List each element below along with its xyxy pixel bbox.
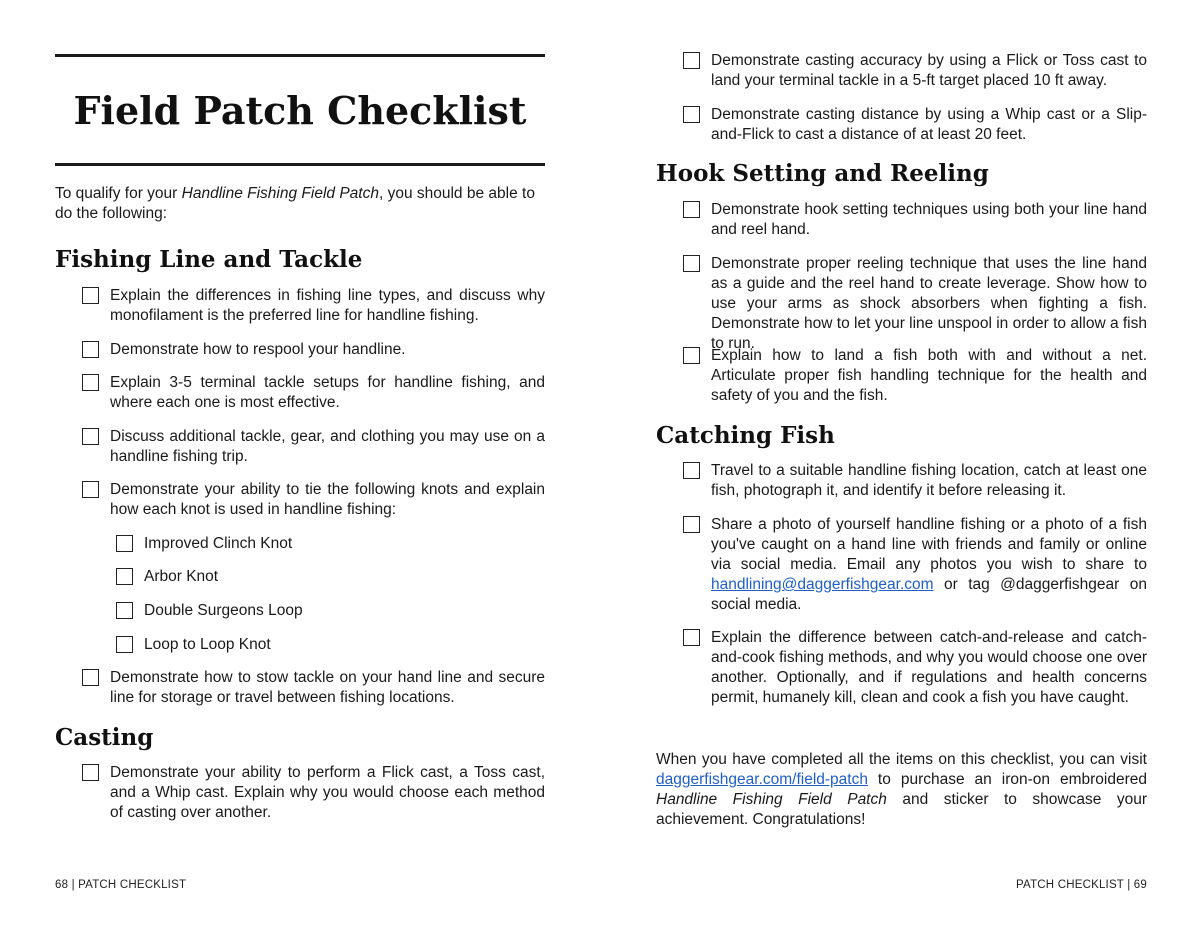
checkbox[interactable] (116, 602, 133, 619)
knot-subitem-text: Arbor Knot (144, 568, 219, 585)
checkbox[interactable] (116, 568, 133, 585)
knot-subitem-text: Loop to Loop Knot (144, 636, 271, 653)
section-heading-hook-setting: Hook Setting and Reeling (656, 160, 989, 187)
checkbox[interactable] (683, 201, 700, 218)
knot-subitem (116, 567, 545, 587)
checklist-item (82, 340, 545, 360)
section-heading-catching-fish: Catching Fish (656, 422, 835, 449)
knot-subitem (116, 635, 545, 655)
checklist-item (82, 480, 545, 520)
title-top-rule (55, 54, 545, 57)
left-page (55, 0, 545, 927)
checklist-item (82, 286, 545, 326)
checkbox[interactable] (683, 255, 700, 272)
title-bottom-rule (55, 163, 545, 166)
closing-paragraph: When you have completed all the items on this checklist, you can visit daggerfishgear.com/field-patch to purchase an iron-on embroidered Handline Fishing Field Patch and sticker to showcase your achievement. Congratulations! (656, 751, 1147, 828)
checkbox[interactable] (82, 764, 99, 781)
checkbox[interactable] (82, 341, 99, 358)
checklist-item-text: Demonstrate casting accuracy by using a Flick or Toss cast to land your terminal tackle in a 5-ft target placed 10 ft away. (711, 52, 1147, 89)
checklist-item-text: Demonstrate proper reeling technique that uses the line hand as a guide and the reel hand to create leverage. Show how to use your arms as shock absorbers when fighting a fish. Demonstrate how to let your line unspool in order to allow a fish to run. (711, 255, 1147, 352)
knot-subitem (116, 534, 545, 554)
checklist-item-text: Discuss additional tackle, gear, and clothing you may use on a handline fishing trip. (110, 428, 545, 465)
checklist-item-text: Explain how to land a fish both with and without a net. Articulate proper fish handling technique for the health and safety of you and the fish. (711, 347, 1147, 404)
checklist-item (683, 254, 1147, 354)
checkbox[interactable] (116, 535, 133, 552)
checklist-item-text: Demonstrate hook setting techniques using both your line hand and reel hand. (711, 201, 1147, 238)
right-page (656, 0, 1147, 927)
checklist-item-text: Demonstrate your ability to perform a Flick cast, a Toss cast, and a Whip cast. Explain why you would choose each method of casting over another. (110, 764, 545, 821)
knot-subitem-text: Double Surgeons Loop (144, 602, 303, 619)
knot-subitem-text: Improved Clinch Knot (144, 535, 293, 552)
checklist-item-text: Travel to a suitable handline fishing location, catch at least one fish, photograph it, and identify it before releasing it. (711, 462, 1147, 499)
checkbox[interactable] (82, 428, 99, 445)
checklist-item-text: Demonstrate your ability to tie the following knots and explain how each knot is used in handline fishing: (110, 481, 545, 518)
checkbox[interactable] (82, 669, 99, 686)
checklist-item-text: Demonstrate how to stow tackle on your hand line and secure line for storage or travel between fishing locations. (110, 669, 545, 706)
checklist-item-text: Demonstrate how to respool your handline. (110, 341, 406, 358)
checkbox[interactable] (116, 636, 133, 653)
checkbox[interactable] (82, 481, 99, 498)
knot-subitem (116, 601, 545, 621)
email-link[interactable]: handlining@daggerfishgear.com (711, 576, 934, 593)
page-title: Field Patch Checklist (73, 88, 527, 133)
page-footer-right: PATCH CHECKLIST | 69 (1016, 879, 1147, 891)
checkbox[interactable] (683, 106, 700, 123)
checkbox[interactable] (683, 462, 700, 479)
checkbox[interactable] (683, 629, 700, 646)
intro-paragraph: To qualify for your Handline Fishing Field Patch, you should be able to do the following: (55, 185, 535, 222)
patch-name-emphasis: Handline Fishing Field Patch (181, 185, 379, 202)
checkbox[interactable] (82, 374, 99, 391)
checklist-item (683, 461, 1147, 501)
checkbox[interactable] (683, 516, 700, 533)
checklist-item-text: Explain the differences in fishing line types, and discuss why monofilament is the preferred line for handline fishing. (110, 287, 545, 324)
checklist-item (683, 51, 1147, 91)
checkbox[interactable] (683, 347, 700, 364)
checklist-item (82, 668, 545, 708)
checkbox[interactable] (683, 52, 700, 69)
patch-name-emphasis: Handline Fishing Field Patch (656, 791, 887, 808)
checklist-item (683, 515, 1147, 615)
checklist-item (82, 763, 545, 823)
page-footer-left: 68 | PATCH CHECKLIST (55, 879, 187, 891)
checklist-item (82, 427, 545, 467)
section-heading-casting: Casting (55, 724, 154, 751)
checklist-item (683, 105, 1147, 145)
checklist-item-text: Explain the difference between catch-and-release and catch-and-cook fishing methods, and why you would choose one over another. Optionally, and if regulations and health concerns permit, humanely kill, clean and cook a fish you have caught. (711, 629, 1147, 706)
section-heading-fishing-line: Fishing Line and Tackle (55, 246, 363, 273)
checklist-item-text: Demonstrate casting distance by using a Whip cast or a Slip-and-Flick to cast a distance of at least 20 feet. (711, 106, 1147, 143)
field-patch-link[interactable]: daggerfishgear.com/field-patch (656, 771, 868, 788)
checklist-item (683, 200, 1147, 240)
checklist-item (683, 628, 1147, 708)
checkbox[interactable] (82, 287, 99, 304)
checklist-item-text: Explain 3-5 terminal tackle setups for handline fishing, and where each one is most effective. (110, 374, 545, 411)
checklist-item-text: Share a photo of yourself handline fishing or a photo of a fish you've caught on a hand line with friends and family or online via social media. Email any photos you wish to share to handlining@daggerfishgear.com or tag @daggerfishgear on social media. (711, 516, 1147, 613)
checklist-item (82, 373, 545, 413)
checklist-item (683, 346, 1147, 406)
